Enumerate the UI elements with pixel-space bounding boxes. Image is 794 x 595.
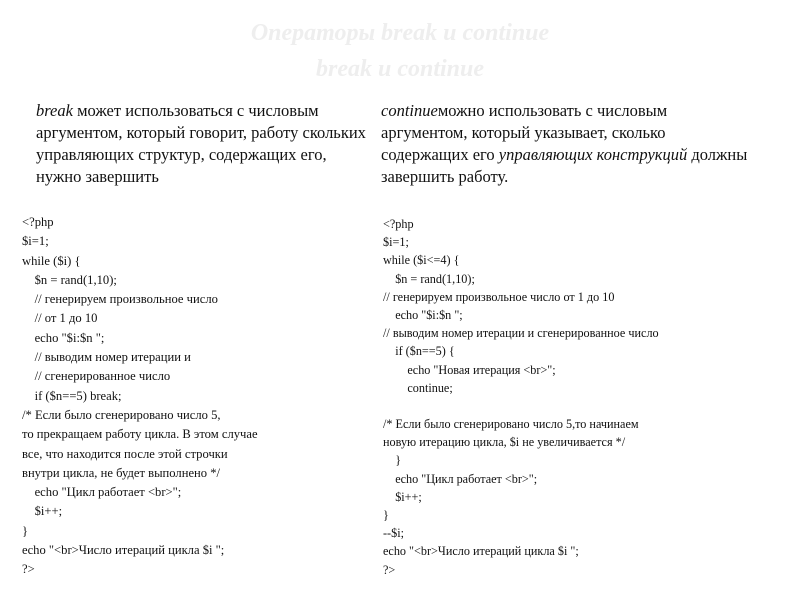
code-line: echo "Цикл работает <br>"; — [383, 471, 538, 486]
left-lead-rest: может использоваться с числовым аргументом, который говорит, работу скольких управляющих структур, содержащих его, нужно завершить — [36, 101, 366, 186]
code-line: if ($n==5) break; — [22, 388, 122, 403]
code-line: $i++; — [22, 504, 63, 519]
code-line: /* Если было сгенерировано число 5,то начинаем — [383, 417, 639, 432]
left-lead-text — [36, 100, 366, 188]
slide-title: Операторы break и continue — [250, 20, 550, 46]
code-line: continue; — [383, 380, 453, 395]
code-line: while ($i) { — [22, 253, 81, 268]
break-code-example — [22, 213, 362, 580]
code-line: $n = rand(1,10); — [383, 271, 475, 286]
continue-code-example — [383, 215, 753, 579]
code-line: $i=1; — [22, 234, 49, 249]
break-keyword: break — [36, 101, 73, 120]
code-line: // от 1 до 10 — [22, 311, 98, 326]
right-lead-part3: должны завершить работу. — [381, 145, 748, 186]
right-lead-text — [381, 100, 751, 188]
code-line: echo "Новая итерация <br>"; — [383, 362, 556, 377]
code-line: // сгенерированное число — [22, 369, 171, 384]
code-line: if ($n==5) { — [383, 344, 455, 359]
code-line: внутри цикла, не будет выполнено */ — [22, 465, 221, 480]
code-gap — [383, 397, 753, 415]
code-line: echo "$i:$n "; — [22, 330, 105, 345]
code-line: $i=1; — [383, 235, 409, 250]
code-line: ?> — [22, 562, 35, 577]
code-line: --$i; — [383, 526, 404, 541]
code-line: /* Если было сгенерировано число 5, — [22, 407, 221, 422]
continue-code-part-b — [383, 415, 753, 579]
code-line: $i++; — [383, 489, 422, 504]
code-line: echo "$i:$n "; — [383, 308, 463, 323]
continue-code-part-a — [383, 215, 753, 397]
slide-title-line2: break и continue — [315, 56, 485, 82]
code-line: то прекращаем работу цикла. В этом случае — [22, 427, 258, 442]
code-line: } — [383, 508, 389, 523]
code-line: while ($i<=4) { — [383, 253, 460, 268]
code-line: <?php — [383, 217, 414, 231]
code-line: // генерируем произвольное число от 1 до 10 — [383, 289, 615, 304]
code-line: <?php — [22, 215, 54, 229]
code-line: echo "Цикл работает <br>"; — [22, 485, 182, 500]
code-line: } — [22, 523, 29, 538]
code-line: новую итерацию цикла, $i не увеличивается */ — [383, 435, 626, 450]
code-line: // выводим номер итерации и сгенерированное число — [383, 326, 659, 341]
right-lead-italic: управляющих конструкций — [498, 145, 688, 164]
code-line: $n = rand(1,10); — [22, 272, 117, 287]
code-line: // выводим номер итерации и — [22, 350, 191, 365]
code-line: echo "<br>Число итераций цикла $i "; — [383, 544, 579, 559]
code-line: ?> — [383, 562, 396, 577]
code-line: echo "<br>Число итераций цикла $i "; — [22, 543, 225, 558]
code-line: } — [383, 453, 402, 468]
continue-keyword: continue — [381, 101, 438, 120]
right-lead-part2: можно использовать с числовым аргументом, который указывает, сколько содержащих его — [381, 101, 668, 164]
code-line: // генерируем произвольное число — [22, 292, 218, 307]
code-line: все, что находится после этой строчки — [22, 446, 228, 461]
